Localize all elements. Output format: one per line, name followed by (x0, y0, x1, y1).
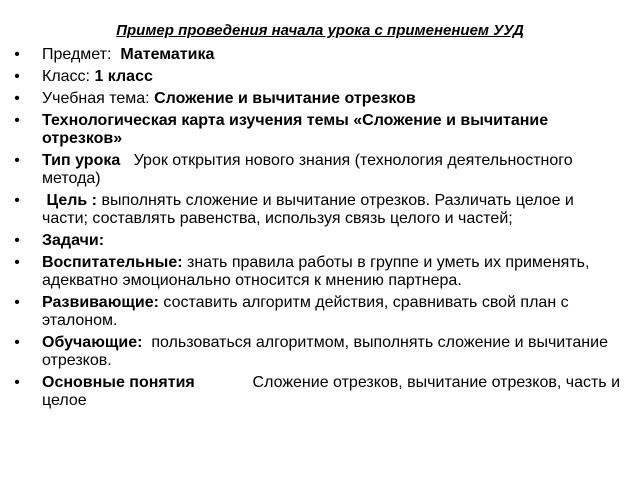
item-label: Воспитательные: (42, 254, 183, 271)
item-value: Урок открытия нового знания (технология деятельностного метода) (42, 152, 573, 187)
list-item-teaching (0, 334, 620, 370)
item-label: Тип урока (42, 152, 121, 169)
item-value: составить алгоритм действия, сравнивать свой план с эталоном. (42, 294, 569, 329)
bullet-icon: • (14, 152, 20, 169)
bullet-list (0, 46, 620, 414)
item-label: Предмет: (42, 46, 112, 63)
list-item-concepts (0, 374, 620, 410)
bullet-icon: • (14, 192, 20, 209)
slide-title: Пример проведения начала урока с применением УУД (116, 22, 524, 39)
bullet-icon: • (14, 232, 20, 249)
bullet-icon: • (14, 334, 20, 351)
list-item-developing (0, 294, 620, 330)
list-item-lesson-type (0, 152, 620, 188)
bullet-icon: • (14, 90, 20, 107)
bullet-icon: • (14, 374, 20, 391)
bullet-icon: • (14, 254, 20, 271)
item-label: Развивающие: (42, 294, 159, 311)
item-label: Обучающие: (42, 334, 143, 351)
bullet-icon: • (14, 294, 20, 311)
list-item-goal (0, 192, 620, 228)
item-label: Технологическая карта изучения темы «Сложение и вычитание отрезков» (42, 112, 549, 147)
item-value: Математика (120, 46, 215, 63)
bullet-icon: • (14, 112, 20, 129)
item-label: Основные понятия (42, 374, 195, 391)
item-value: 1 класс (94, 68, 153, 85)
bullet-icon: • (14, 46, 20, 63)
list-item-topic (0, 90, 620, 108)
list-item-tech-map (0, 112, 620, 148)
item-label: Учебная тема: (42, 90, 150, 107)
list-item-grade (0, 68, 620, 86)
bullet-icon: • (14, 68, 20, 85)
item-label: Задачи: (42, 232, 105, 249)
item-value: пользоваться алгоритмом, выполнять сложение и вычитание отрезков. (42, 334, 608, 369)
list-item-tasks (0, 232, 620, 250)
list-item-educational (0, 254, 620, 290)
item-label: Класс: (42, 68, 90, 85)
list-item-subject (0, 46, 620, 64)
item-value: Сложение и вычитание отрезков (154, 90, 416, 107)
item-label: Цель : (46, 192, 98, 209)
item-value: выполнять сложение и вычитание отрезков. Различать целое и части; составлять равенства, используя связь целого и частей; (42, 192, 574, 227)
item-value: Сложение отрезков, вычитание отрезков, часть и целое (42, 374, 621, 409)
item-value: знать правила работы в группе и уметь их применять, адекватно эмоционально относится к мнению партнера. (42, 254, 590, 289)
